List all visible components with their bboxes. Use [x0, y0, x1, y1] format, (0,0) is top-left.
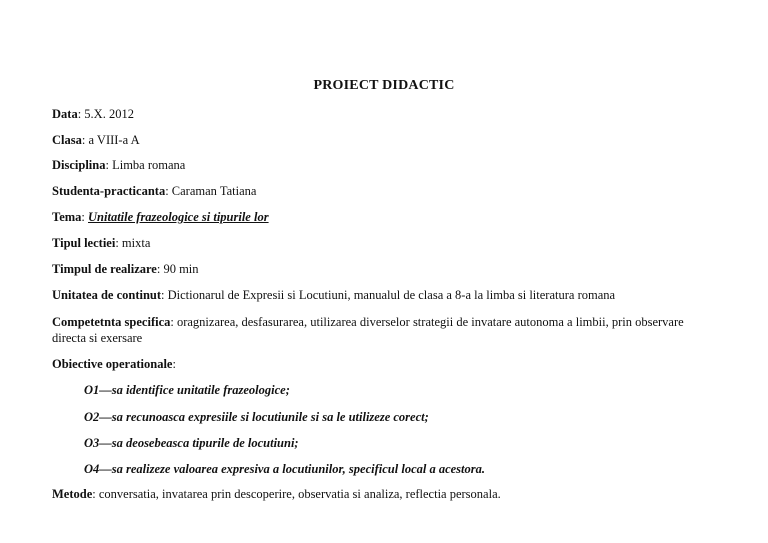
field-label: Tipul lectiei [52, 236, 116, 250]
field-unitatea [52, 287, 712, 303]
field-value: : 90 min [156, 262, 199, 276]
objective-item: O3—sa deosebeasca tipurile de locutiuni; [84, 436, 299, 450]
field-separator: : [81, 210, 89, 224]
objective-item: O4—sa realizeze valoarea expresiva a locutiunilor, specificul local a acestora. [84, 462, 486, 476]
field-label: Obiective operationale [52, 357, 173, 371]
field-value: : mixta [115, 236, 151, 250]
field-label: Competetnta specifica [52, 315, 171, 329]
field-value: : oragnizarea, desfasurarea, utilizarea diverselor strategii de invatare autonoma a limbii, prin observare directa si exersare [52, 315, 684, 345]
field-value: : Caraman Tatiana [165, 184, 257, 198]
field-tema [52, 209, 712, 225]
field-label: Timpul de realizare [52, 262, 157, 276]
field-disciplina [52, 157, 712, 173]
field-value: : Dictionarul de Expresii si Locutiuni, manualul de clasa a 8-a la limba si literatura romana [161, 288, 616, 302]
field-tipul-lectiei [52, 235, 712, 251]
field-label: Unitatea de continut [52, 288, 162, 302]
field-value: : a VIII-a A [81, 133, 140, 147]
field-value: : 5.X. 2012 [77, 107, 134, 121]
field-metode [52, 486, 712, 502]
field-obiective [52, 356, 712, 372]
field-value: : Limba romana [105, 158, 186, 172]
field-label: Studenta-practicanta [52, 184, 166, 198]
objective-item: O2—sa recunoasca expresiile si locutiunile si sa le utilizeze corect; [84, 410, 429, 424]
field-value: : conversatia, invatarea prin descoperire, observatia si analiza, reflectia personala. [92, 487, 501, 501]
field-value: Unitatile frazeologice si tipurile lor [88, 210, 269, 224]
field-label: Clasa [52, 133, 82, 147]
field-label: Disciplina [52, 158, 106, 172]
field-timpul [52, 261, 712, 277]
field-label: Data [52, 107, 78, 121]
field-studenta-practicanta [52, 183, 712, 199]
objective-item: O1—sa identifice unitatile frazeologice; [84, 383, 290, 397]
field-clasa [52, 132, 712, 148]
field-value: : [172, 357, 176, 371]
field-competenta [52, 314, 712, 346]
field-label: Metode [52, 487, 93, 501]
field-label: Tema [52, 210, 82, 224]
document-title: PROIECT DIDACTIC [313, 78, 455, 93]
field-data [52, 106, 712, 122]
